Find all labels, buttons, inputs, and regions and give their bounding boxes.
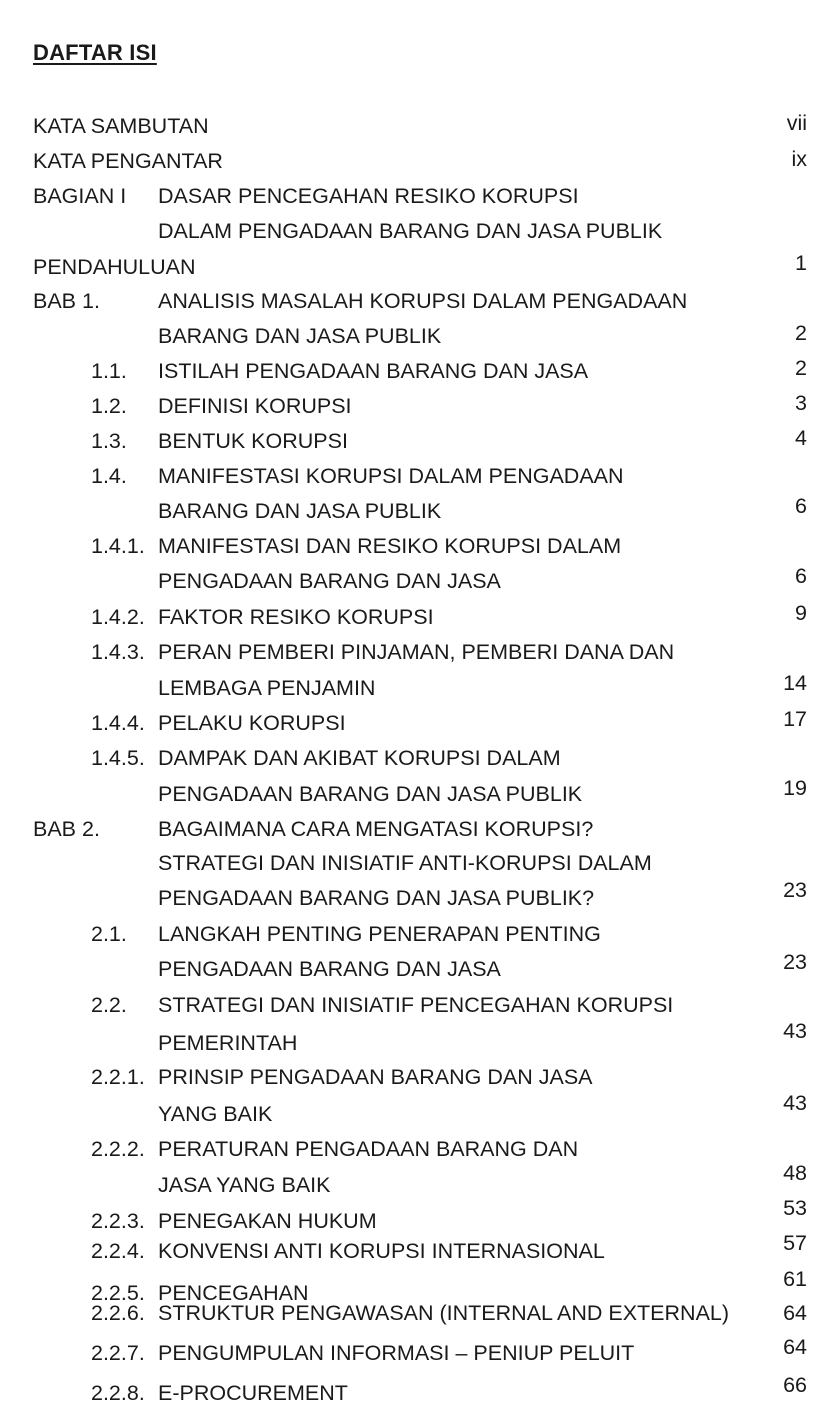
toc-entry-number: 2.2.6. (91, 1301, 145, 1325)
toc-entry-title-line: PEMERINTAH (158, 1031, 298, 1055)
toc-entry-title-line: JASA YANG BAIK (158, 1173, 331, 1197)
toc-entry-page-number: 61 (783, 1267, 807, 1291)
toc-entry-title-line: FAKTOR RESIKO KORUPSI (158, 605, 434, 629)
toc-entry-page-number: 3 (795, 391, 807, 415)
toc-entry-title-line: KATA PENGANTAR (33, 149, 223, 173)
toc-entry-title-line: DAMPAK DAN AKIBAT KORUPSI DALAM (158, 746, 561, 770)
toc-entry-page-number: 53 (783, 1196, 807, 1220)
toc-entry-page-number: 19 (783, 776, 807, 800)
toc-entry-page-number: 2 (795, 356, 807, 380)
toc-entry-page-number: 43 (783, 1019, 807, 1043)
toc-entry-title-line: MANIFESTASI DAN RESIKO KORUPSI DALAM (158, 534, 622, 558)
toc-entry-page-number: 66 (783, 1373, 807, 1397)
toc-entry-page-number: 64 (783, 1301, 807, 1325)
toc-entry-number: 2.2.1. (91, 1065, 145, 1089)
toc-entry-number: BAB 2. (33, 817, 100, 841)
toc-entry-title-line: PERAN PEMBERI PINJAMAN, PEMBERI DANA DAN (158, 640, 675, 664)
toc-entry-page-number: 17 (783, 707, 807, 731)
toc-entry-title-line: DALAM PENGADAAN BARANG DAN JASA PUBLIK (158, 219, 663, 243)
toc-entry-title-line: PENDAHULUAN (33, 255, 196, 279)
toc-entry-number: 2.2.4. (91, 1239, 145, 1263)
toc-entry-page-number: 2 (795, 321, 807, 345)
toc-entry-number: 1.4.1. (91, 534, 145, 558)
toc-entry-number: 1.4.5. (91, 746, 145, 770)
toc-entry-page-number: vii (786, 111, 807, 135)
toc-entry-title-line: PENCEGAHAN (158, 1281, 309, 1305)
toc-entry-title-line: PENGADAAN BARANG DAN JASA PUBLIK? (158, 886, 595, 910)
toc-entry-title-line: BARANG DAN JASA PUBLIK (158, 324, 442, 348)
toc-entry-page-number: 1 (795, 251, 807, 275)
toc-entry-page-number: 23 (783, 878, 807, 902)
toc-entry-title-line: KONVENSI ANTI KORUPSI INTERNASIONAL (158, 1239, 605, 1263)
toc-entry-title-line: YANG BAIK (158, 1102, 273, 1126)
toc-entry-title-line: STRUKTUR PENGAWASAN (INTERNAL AND EXTERNAL) (158, 1301, 730, 1325)
toc-entry-number: 2.2.3. (91, 1209, 145, 1233)
toc-entry-number: 2.2.8. (91, 1381, 145, 1405)
toc-entry-title-line: PERATURAN PENGADAAN BARANG DAN (158, 1137, 579, 1161)
toc-entry-title-line: KATA SAMBUTAN (33, 114, 209, 138)
toc-entry-title-line: PRINSIP PENGADAAN BARANG DAN JASA (158, 1065, 593, 1089)
toc-entry-page-number: 6 (795, 564, 807, 588)
toc-entry-page-number: 4 (795, 426, 807, 450)
toc-entry-number: 2.2.2. (91, 1137, 145, 1161)
toc-entry-title-line: DASAR PENCEGAHAN RESIKO KORUPSI (158, 184, 579, 208)
toc-entry-page-number: 14 (783, 671, 807, 695)
toc-entry-title-line: ISTILAH PENGADAAN BARANG DAN JASA (158, 359, 589, 383)
toc-entry-number: 2.2.7. (91, 1341, 145, 1365)
toc-entry-title-line: STRATEGI DAN INISIATIF ANTI-KORUPSI DALAM (158, 851, 652, 875)
toc-entry-title-line: E-PROCUREMENT (158, 1381, 348, 1405)
toc-entry-page-number: 64 (783, 1335, 807, 1359)
toc-entry-title-line: PENGADAAN BARANG DAN JASA PUBLIK (158, 782, 583, 806)
toc-entry-number: 1.1. (91, 359, 127, 383)
toc-entry-title-line: ANALISIS MASALAH KORUPSI DALAM PENGADAAN (158, 289, 688, 313)
toc-entry-number: 1.4.3. (91, 640, 145, 664)
toc-entry-title-line: PENEGAKAN HUKUM (158, 1209, 377, 1233)
toc-entry-page-number: 57 (783, 1231, 807, 1255)
toc-entry-number: 2.1. (91, 922, 127, 946)
toc-entry-title-line: PENGUMPULAN INFORMASI – PENIUP PELUIT (158, 1341, 635, 1365)
toc-entry-title-line: BARANG DAN JASA PUBLIK (158, 499, 442, 523)
toc-entry-title-line: STRATEGI DAN INISIATIF PENCEGAHAN KORUPSI (158, 993, 674, 1017)
toc-entry-title-line: DEFINISI KORUPSI (158, 394, 352, 418)
toc-entry-page-number: 43 (783, 1091, 807, 1115)
toc-entry-page-number: ix (791, 147, 807, 171)
toc-entry-title-line: PELAKU KORUPSI (158, 711, 346, 735)
toc-entry-title-line: LEMBAGA PENJAMIN (158, 676, 376, 700)
toc-entry-title-line: LANGKAH PENTING PENERAPAN PENTING (158, 922, 601, 946)
toc-entry-number: BAB 1. (33, 289, 100, 313)
toc-entry-number: 1.4. (91, 464, 127, 488)
toc-entry-number: 1.4.2. (91, 605, 145, 629)
toc-entry-page-number: 6 (795, 494, 807, 518)
toc-entry-page-number: 9 (795, 601, 807, 625)
toc-entry-number: BAGIAN I (33, 184, 127, 208)
toc-entry-page-number: 23 (783, 950, 807, 974)
toc-entry-title-line: BENTUK KORUPSI (158, 429, 348, 453)
toc-entry-title-line: PENGADAAN BARANG DAN JASA (158, 569, 501, 593)
toc-entry-number: 1.3. (91, 429, 127, 453)
toc-entry-number: 2.2. (91, 993, 127, 1017)
toc-entry-number: 1.2. (91, 394, 127, 418)
toc-heading: DAFTAR ISI (33, 40, 157, 65)
toc-entry-title-line: PENGADAAN BARANG DAN JASA (158, 957, 501, 981)
toc-entry-number: 2.2.5. (91, 1281, 145, 1305)
toc-entry-title-line: BAGAIMANA CARA MENGATASI KORUPSI? (158, 817, 594, 841)
toc-entry-page-number: 48 (783, 1161, 807, 1185)
toc-entry-number: 1.4.4. (91, 711, 145, 735)
toc-entry-title-line: MANIFESTASI KORUPSI DALAM PENGADAAN (158, 464, 624, 488)
